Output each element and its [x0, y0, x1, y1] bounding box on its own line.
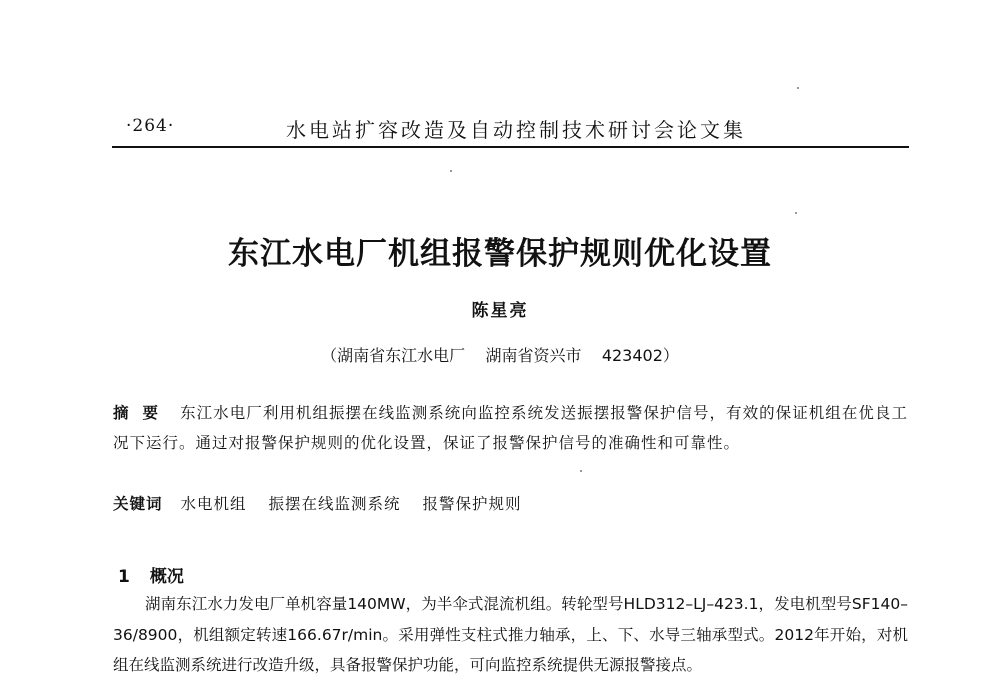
running-head: 水电站扩容改造及自动控制技术研讨会论文集 — [286, 118, 746, 142]
keywords — [113, 492, 908, 514]
scan-speck — [795, 212, 797, 214]
section-paragraph: 湖南东江水力发电厂单机容量140MW，为半伞式混流机组。转轮型号HLD312–LJ–423.1，发电机型号SF140–36/8900，机组额定转速166.67r/min。采用弹性支柱式推力轴承，上、下、水导三轴承型式。2012年开始，对机组在线监测系统进行改造升级，具备报警保护功能，可向监控系统提供无源报警接点。 — [113, 595, 908, 674]
affiliation-place: 湖南省资兴市 — [485, 346, 582, 365]
header-rule — [112, 146, 909, 148]
scan-speck — [797, 87, 799, 89]
abstract-text: 东江水电厂利用机组振摆在线监测系统向监控系统发送振摆报警保护信号，有效的保证机组在优良工况下运行。通过对报警保护规则的优化设置，保证了报警保护信号的准确性和可靠性。 — [113, 404, 908, 452]
affiliation-org: （湖南省东江水电厂 — [321, 346, 466, 365]
scan-speck — [450, 170, 452, 172]
abstract-label: 摘要 — [113, 404, 173, 422]
affiliation-postcode: 423402） — [601, 346, 679, 365]
article-author: 陈星亮 — [471, 301, 529, 321]
section-heading — [118, 562, 184, 587]
article-title: 东江水电厂机组报警保护规则优化设置 — [228, 236, 772, 272]
keywords-label: 关键词 — [113, 495, 163, 513]
section-title: 概况 — [149, 567, 184, 587]
scan-speck — [580, 470, 582, 472]
keyword-item: 水电机组 — [180, 495, 247, 513]
section-number: 1 — [118, 567, 130, 587]
page-number: ·264· — [126, 116, 175, 136]
keyword-item: 振摆在线监测系统 — [268, 495, 401, 513]
abstract — [113, 398, 908, 458]
article-affiliation — [0, 343, 1000, 366]
keyword-item: 报警保护规则 — [422, 495, 522, 513]
